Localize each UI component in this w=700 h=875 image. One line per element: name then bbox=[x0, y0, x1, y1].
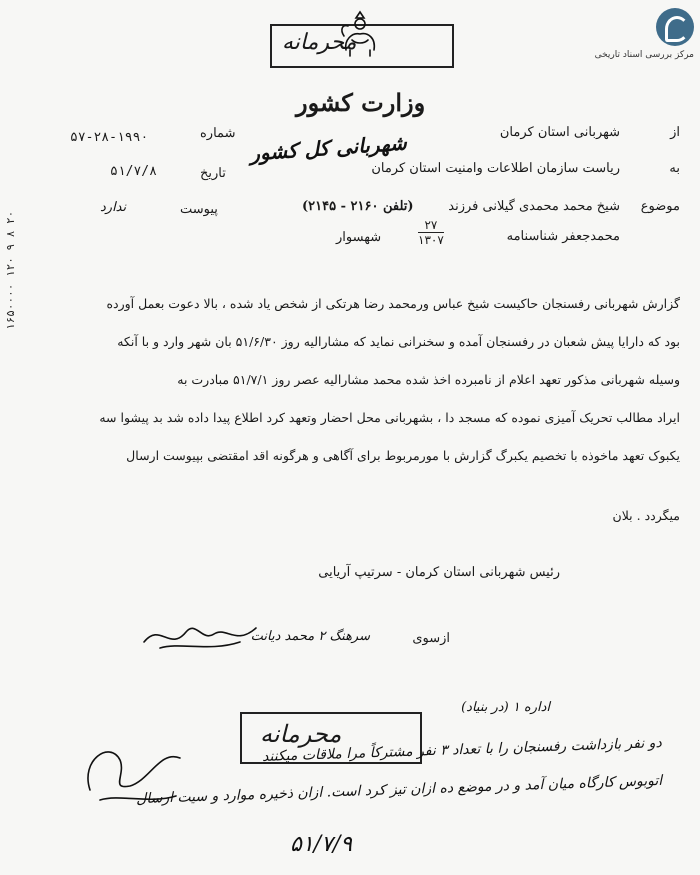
subject-label: موضوع bbox=[640, 199, 680, 214]
number-label: شماره bbox=[200, 126, 236, 141]
body-line: یکبوک تعهد ماخوذه با تخصیم یکبرگ گزارش با مورمربوط برای آگاهی و هرگونه اقد امقتضی بپیوست ارسال bbox=[126, 448, 680, 463]
fraction-denominator: ۱۳۰۷ bbox=[418, 233, 444, 247]
from-label: از bbox=[670, 125, 680, 140]
body-line: وسیله شهربانی مذکور تعهد اعلام از نامبرده اخذ شده محمد مشارالیه عصر روز ۵۱/۷/۱ مبادرت به bbox=[177, 372, 680, 387]
subject-phone: (تلفن ۲۱۶۰ - ۲۱۴۵) bbox=[302, 199, 414, 214]
ministry-heading: وزارت کشور bbox=[296, 88, 426, 117]
confidential-stamp-text: محرمانه bbox=[282, 30, 357, 55]
number-value: ۵۷-۲۸-۱۹۹۰ bbox=[70, 130, 149, 145]
on-behalf-name: سرهنگ ۲ محمد دیانت bbox=[250, 629, 370, 644]
attachment-value: ندارد bbox=[100, 200, 127, 215]
subject-value: شیخ محمد محمدی گیلانی فرزند bbox=[448, 199, 620, 214]
attachment-label: پیوست bbox=[180, 202, 218, 217]
watermark-text: مرکز بررسی اسناد تاریخی bbox=[594, 50, 694, 60]
subject-line2: محمدجعفر شناسنامه bbox=[506, 229, 620, 244]
to-value: ریاست سازمان اطلاعات وامنیت استان کرمان bbox=[371, 161, 620, 176]
body-line: بود که دارایا پیش شعبان در رفسنجان آمده و سخنرانی نماید که مشارالیه روز ۵۱/۶/۳۰ بان شهر وارد و با آنکه bbox=[117, 334, 680, 349]
handwritten-signature bbox=[140, 612, 260, 658]
subject-tail: شهسوار bbox=[336, 230, 382, 245]
to-label: به bbox=[669, 161, 680, 176]
handwritten-note-line: اتوبوس کارگاه میان آمد و در موضع ده ازان تیز کرد است. ازان ذخیره موارد و سیت ارسال bbox=[135, 772, 663, 808]
to-handwritten-insert: شهربانی کل کشور bbox=[249, 130, 408, 166]
confidential-stamp-text: محرمانه bbox=[260, 720, 342, 748]
body-line: ایراد مطالب تحریک آمیزی نموده که مسجد دا ، بشهربانی محل احضار وتعهد کرد اطلاع پیدا داده شد بد پیشوا سه bbox=[99, 410, 680, 425]
fraction-numerator: ۲۷ bbox=[418, 218, 444, 233]
signatory-title: رئیس شهربانی استان کرمان - سرتیپ آریایی bbox=[318, 565, 560, 580]
handwritten-initial-mark bbox=[80, 730, 190, 810]
on-behalf-label: ازسوی bbox=[412, 631, 450, 646]
handwritten-note-line: دو نفر بازداشت رفسنجان را با تعداد ۳ نفر مشترکاً مرا ملاقات میکنند bbox=[262, 735, 663, 765]
handwritten-date: ۵۱/۷/۹ bbox=[290, 832, 353, 857]
archive-watermark bbox=[544, 8, 694, 64]
body-line: میگردد . بلان bbox=[612, 508, 680, 523]
date-label: تاریخ bbox=[200, 166, 226, 181]
date-value: ۵۱/۷/۸ bbox=[110, 164, 157, 179]
body-line: گزارش شهربانی رفسنجان حاکیست شیخ عباس ورمحمد رضا هرتکی از شخص یاد شده ، بالا دعوت بعمل آورده bbox=[106, 296, 680, 311]
handwritten-department: اداره ۱ (در بنیاد) bbox=[461, 700, 550, 715]
lion-and-sun-emblem-icon bbox=[338, 10, 382, 58]
from-value: شهربانی استان کرمان bbox=[499, 125, 620, 140]
archive-logo-icon bbox=[656, 8, 694, 46]
side-reference-number: ۱۶۵۰۰۰۰ ۱۲۰ ۹ ۸ ۲۰ bbox=[4, 210, 17, 330]
birth-certificate-fraction bbox=[418, 218, 444, 247]
